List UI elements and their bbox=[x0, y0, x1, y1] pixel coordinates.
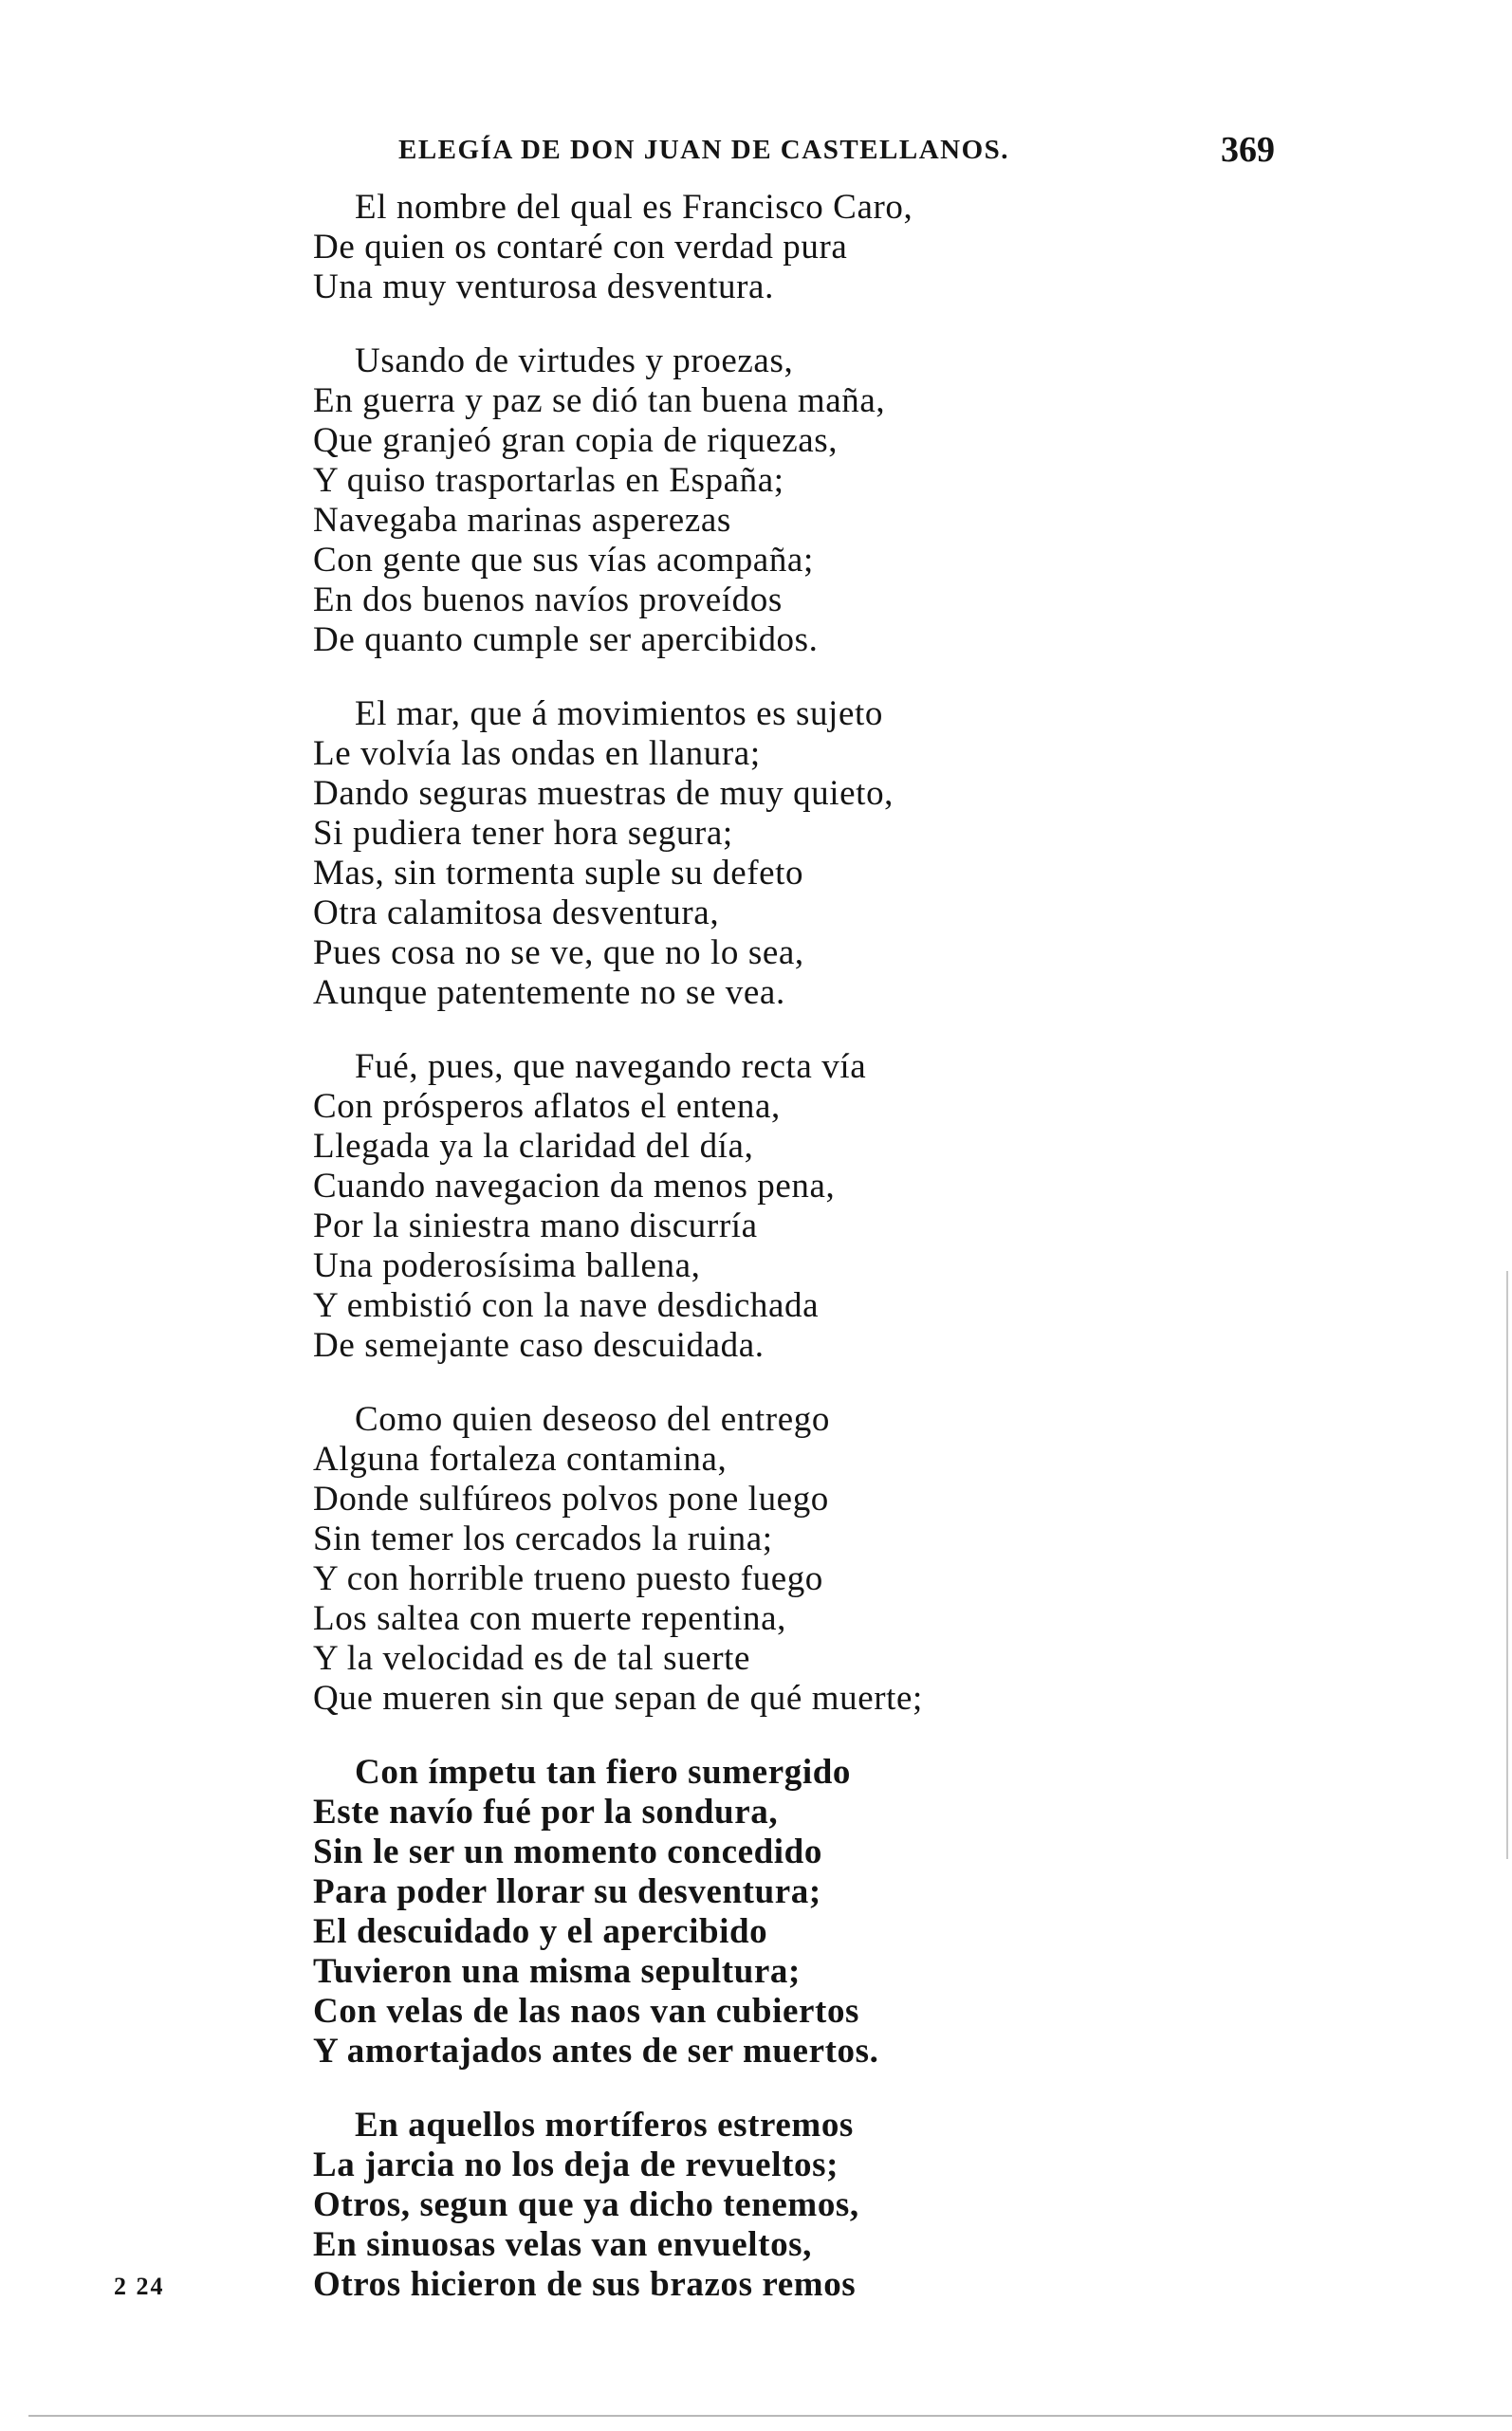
scan-bottom-edge bbox=[28, 2415, 1512, 2417]
verse-line: Y la velocidad es de tal suerte bbox=[313, 1639, 751, 1678]
verse-line: Aunque patentemente no se vea. bbox=[313, 973, 785, 1012]
verse-line: En sinuosas velas van envueltos, bbox=[313, 2225, 813, 2264]
verse-line: Dando seguras muestras de muy quieto, bbox=[313, 774, 894, 813]
verse-line: Con gente que sus vías acompaña; bbox=[313, 541, 814, 580]
verse-line: Que granjeó gran copia de riquezas, bbox=[313, 421, 839, 460]
verse-line: De quien os contaré con verdad pura bbox=[313, 228, 848, 267]
verse-line: Con prósperos aflatos el entena, bbox=[313, 1087, 781, 1126]
verse-line: Y con horrible trueno puesto fuego bbox=[313, 1559, 823, 1598]
page-number: 369 bbox=[1221, 130, 1275, 170]
verse-line: Mas, sin tormenta suple su defeto bbox=[313, 854, 804, 893]
verse-line: Llegada ya la claridad del día, bbox=[313, 1127, 754, 1166]
verse-line: Tuvieron una misma sepultura; bbox=[313, 1952, 801, 1991]
verse-line: Con velas de las naos van cubiertos bbox=[313, 1992, 860, 2031]
verse-line: El nombre del qual es Francisco Caro, bbox=[355, 188, 913, 227]
stanza bbox=[313, 1047, 1281, 1366]
running-title: ELEGÍA DE DON JUAN DE CASTELLANOS. bbox=[398, 135, 1010, 165]
verse-line: Si pudiera tener hora segura; bbox=[313, 814, 733, 853]
verse-line: Alguna fortaleza contamina, bbox=[313, 1440, 728, 1479]
verse-line: En aquellos mortíferos estremos bbox=[355, 2106, 854, 2145]
stanza bbox=[313, 694, 1281, 1013]
verse-line: Le volvía las ondas en llanura; bbox=[313, 734, 761, 773]
verse-line: Los saltea con muerte repentina, bbox=[313, 1599, 786, 1638]
verse-line: Sin le ser un momento concedido bbox=[313, 1832, 822, 1871]
stanza bbox=[313, 188, 1281, 307]
verse-line: Pues cosa no se ve, que no lo sea, bbox=[313, 933, 804, 972]
verse-line: Fué, pues, que navegando recta vía bbox=[355, 1047, 867, 1086]
stanza bbox=[313, 1400, 1281, 1719]
verse-line: Como quien deseoso del entrego bbox=[355, 1400, 830, 1439]
stanza bbox=[313, 341, 1281, 660]
verse-line: Navegaba marinas asperezas bbox=[313, 501, 731, 540]
stanza bbox=[313, 1753, 1281, 2072]
verse-line: Y embistió con la nave desdichada bbox=[313, 1286, 820, 1325]
verse-line: De quanto cumple ser apercibidos. bbox=[313, 620, 819, 659]
verse-line: Y amortajados antes de ser muertos. bbox=[313, 2032, 879, 2071]
verse-line: El mar, que á movimientos es sujeto bbox=[355, 694, 883, 733]
verse-line: Otros hicieron de sus brazos remos bbox=[313, 2265, 857, 2304]
verse-line: En dos buenos navíos proveídos bbox=[313, 580, 783, 619]
verse-line: En guerra y paz se dió tan buena maña, bbox=[313, 381, 886, 420]
verse-line: Cuando navegacion da menos pena, bbox=[313, 1167, 836, 1206]
verse-line: Este navío fué por la sondura, bbox=[313, 1793, 779, 1832]
verse-line: Y quiso trasportarlas en España; bbox=[313, 461, 784, 500]
verse-line: De semejante caso descuidada. bbox=[313, 1326, 765, 1365]
verse-line: Una poderosísima ballena, bbox=[313, 1246, 701, 1285]
verse-line: Donde sulfúreos polvos pone luego bbox=[313, 1480, 829, 1519]
verse-line: Con ímpetu tan fiero sumergido bbox=[355, 1753, 851, 1792]
verse-line: Para poder llorar su desventura; bbox=[313, 1872, 821, 1911]
verse-line: Por la siniestra mano discurría bbox=[313, 1206, 758, 1245]
verse-line: Una muy venturosa desventura. bbox=[313, 267, 774, 306]
verse-line: Otros, segun que ya dicho tenemos, bbox=[313, 2185, 859, 2224]
verse-line: Usando de virtudes y proezas, bbox=[355, 341, 794, 380]
verse-line: Que mueren sin que sepan de qué muerte; bbox=[313, 1679, 923, 1718]
printer-signature-mark: 2 24 bbox=[114, 2273, 165, 2300]
verse-line: La jarcia no los deja de revueltos; bbox=[313, 2146, 839, 2184]
poem-body bbox=[313, 188, 1281, 2305]
verse-line: Otra calamitosa desventura, bbox=[313, 893, 720, 932]
verse-line: Sin temer los cercados la ruina; bbox=[313, 1519, 773, 1558]
stanza bbox=[313, 2106, 1281, 2305]
scan-edge-shadow bbox=[1506, 1271, 1508, 1859]
verse-line: El descuidado y el apercibido bbox=[313, 1912, 768, 1951]
